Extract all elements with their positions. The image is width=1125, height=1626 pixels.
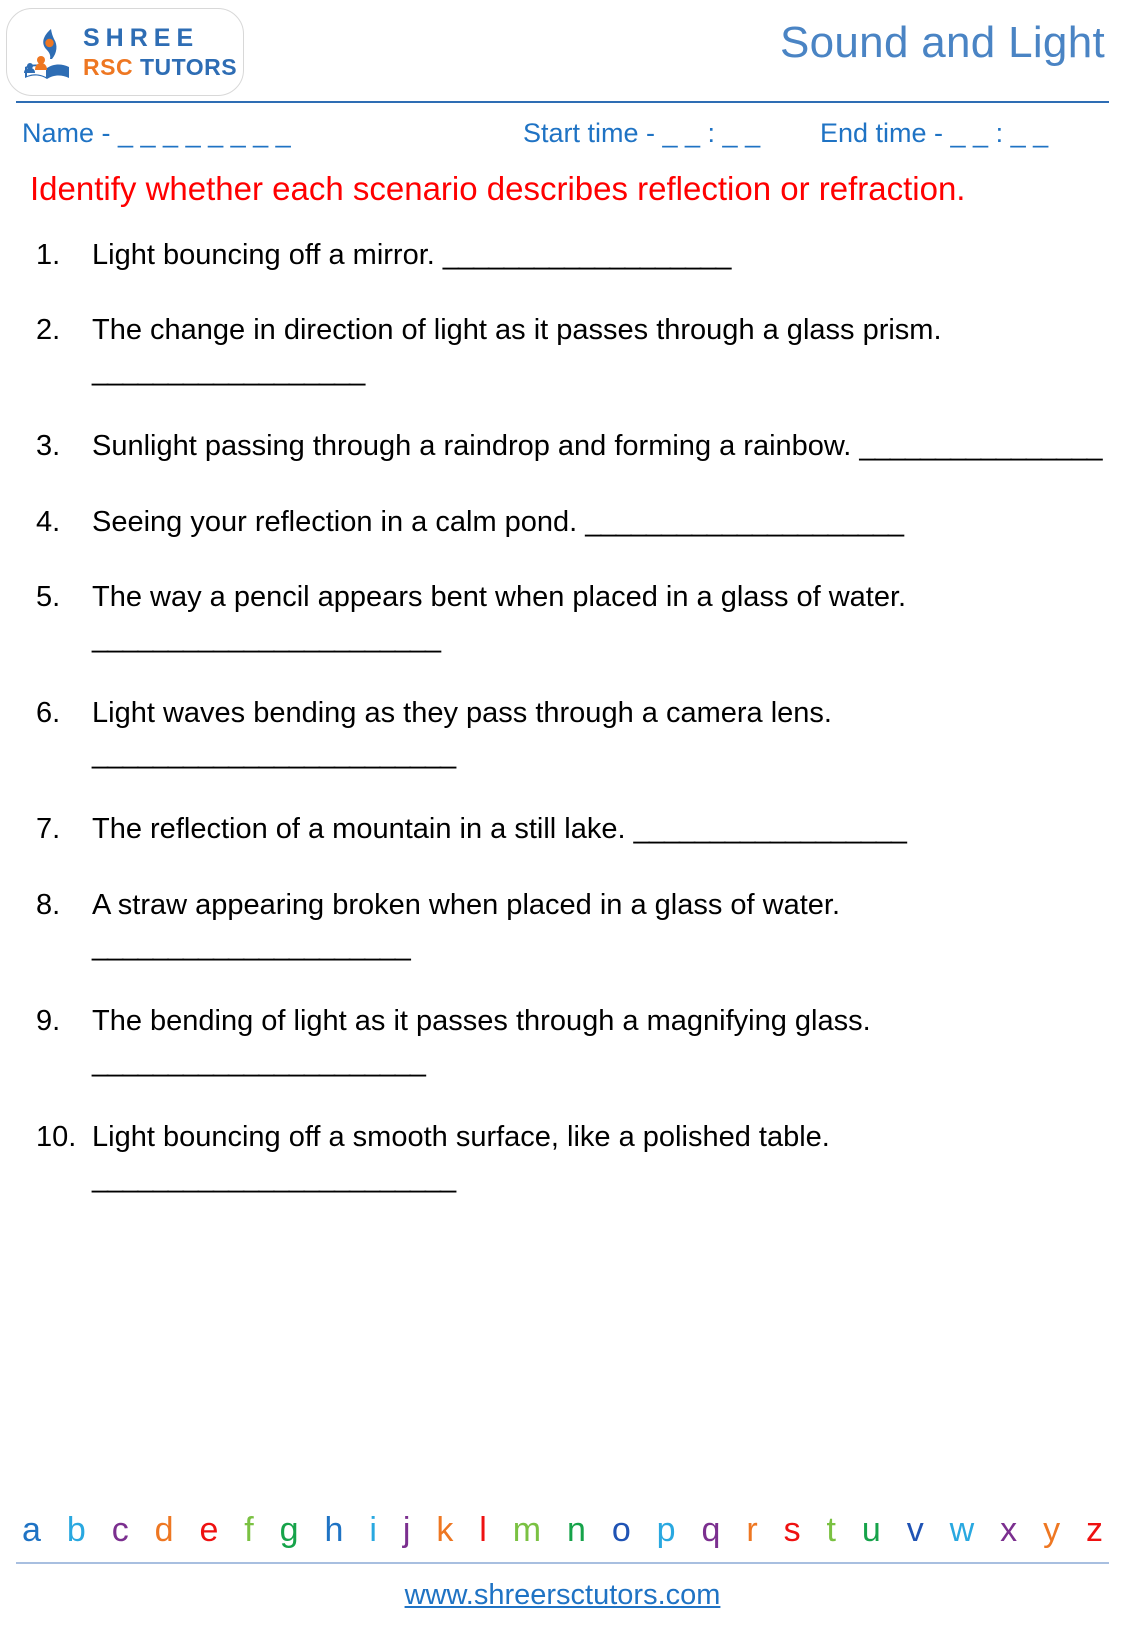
question-body [92, 693, 1103, 775]
question-body [92, 502, 1103, 543]
question-item [36, 310, 1103, 392]
question-number: 8. [36, 888, 61, 921]
alphabet-letter-i: i [369, 1511, 377, 1549]
alphabet-letter-g: g [279, 1511, 299, 1549]
answer-blank[interactable]: __________________ [92, 355, 365, 388]
alphabet-letter-a: a [22, 1511, 41, 1549]
question-body [92, 1001, 1103, 1083]
header-divider [16, 101, 1109, 103]
question-text: The bending of light as it passes through a magnifying glass. [92, 1004, 871, 1037]
alphabet-letter-o: o [611, 1511, 631, 1549]
alphabet-letter-p: p [656, 1511, 676, 1549]
alphabet-letter-x: x [1000, 1511, 1018, 1549]
alphabet-letter-c: c [111, 1511, 129, 1549]
question-text: Sunlight passing through a raindrop and forming a rainbow. [92, 430, 860, 463]
question-text: A straw appearing broken when placed in a glass of water. [92, 888, 841, 921]
student-info-row [0, 104, 1125, 160]
question-body [92, 885, 1103, 967]
question-number: 5. [36, 580, 61, 613]
alphabet-letter-n: n [566, 1511, 586, 1549]
alphabet-letter-z: z [1086, 1511, 1103, 1549]
question-text: Light waves bending as they pass through a camera lens. [92, 697, 832, 730]
question-number: 6. [36, 697, 61, 730]
question-body [92, 809, 1103, 850]
question-number: 9. [36, 1004, 61, 1037]
question-item [36, 809, 1103, 850]
alphabet-letter-e: e [199, 1511, 219, 1549]
question-item [36, 235, 1103, 276]
alphabet-letter-r: r [746, 1511, 758, 1549]
question-body [92, 1117, 1103, 1199]
question-text: The reflection of a mountain in a still lake. [92, 813, 634, 846]
alphabet-letter-k: k [436, 1511, 454, 1549]
instruction-text: Identify whether each scenario describes reflection or refraction. [30, 170, 966, 207]
alphabet-letter-d: d [154, 1511, 174, 1549]
footer-divider [16, 1562, 1109, 1564]
answer-blank[interactable]: ______________________ [92, 1046, 425, 1079]
brand-name-secondary [83, 53, 238, 80]
question-number: 1. [36, 238, 61, 271]
question-item [36, 577, 1103, 659]
question-item [36, 1117, 1103, 1199]
answer-blank[interactable]: _____________________ [585, 505, 903, 538]
question-item [36, 1001, 1103, 1083]
question-number: 3. [36, 430, 61, 463]
question-text: Seeing your reflection in a calm pond. [92, 505, 586, 538]
brand-logo[interactable] [6, 8, 244, 96]
question-body [92, 577, 1103, 659]
alphabet-letter-y: y [1043, 1511, 1061, 1549]
brand-tutors-text: TUTORS [139, 53, 238, 80]
alphabet-letter-j: j [402, 1511, 411, 1549]
brand-wordmark [83, 23, 238, 80]
end-time-field-label[interactable]: End time - _ _ : _ _ [820, 118, 1049, 148]
question-number: 4. [36, 505, 61, 538]
alphabet-strip [16, 1511, 1109, 1550]
alphabet-letter-q: q [701, 1511, 721, 1549]
alphabet-letter-w: w [949, 1511, 975, 1549]
question-number: 10. [36, 1121, 77, 1154]
question-number: 2. [36, 314, 61, 347]
brand-name-primary: SHREE [83, 23, 200, 52]
question-body [92, 310, 1103, 392]
flame-book-logo-icon [21, 23, 75, 81]
question-text: Light bouncing off a mirror. [92, 238, 443, 271]
alphabet-letter-v: v [906, 1511, 924, 1549]
page-header [0, 0, 1125, 104]
question-body [92, 426, 1103, 467]
question-item [36, 693, 1103, 775]
alphabet-letter-b: b [66, 1511, 86, 1549]
answer-blank[interactable]: _______________________ [92, 621, 440, 654]
answer-blank[interactable]: _____________________ [92, 929, 410, 962]
question-body [92, 235, 1103, 276]
page-footer [0, 1579, 1125, 1612]
brand-rsc-text: RSC [83, 53, 134, 80]
answer-blank[interactable]: ________________________ [92, 1162, 456, 1195]
answer-blank[interactable]: ___________________ [442, 238, 731, 271]
answer-blank[interactable]: __________________ [633, 813, 906, 846]
question-text: The way a pencil appears bent when placed in a glass of water. [92, 580, 907, 613]
question-text: The change in direction of light as it passes through a glass prism. [92, 314, 942, 347]
alphabet-letter-m: m [512, 1511, 542, 1549]
answer-blank[interactable]: ________________ [859, 430, 1102, 463]
page-title: Sound and Light [779, 18, 1105, 67]
question-item [36, 885, 1103, 967]
question-text: Light bouncing off a smooth surface, like a polished table. [92, 1121, 830, 1154]
question-number: 7. [36, 813, 61, 846]
name-field-label[interactable]: Name - _ _ _ _ _ _ _ _ [22, 118, 291, 148]
start-time-field-label[interactable]: Start time - _ _ : _ _ [523, 118, 761, 148]
alphabet-letter-l: l [479, 1511, 487, 1549]
question-item [36, 502, 1103, 543]
answer-blank[interactable]: ________________________ [92, 738, 456, 771]
alphabet-letter-h: h [324, 1511, 344, 1549]
alphabet-letter-u: u [861, 1511, 881, 1549]
alphabet-letter-s: s [783, 1511, 801, 1549]
alphabet-letter-f: f [244, 1511, 254, 1549]
question-item [36, 426, 1103, 467]
website-link[interactable]: www.shreersctutors.com [404, 1579, 721, 1611]
alphabet-letter-t: t [826, 1511, 836, 1549]
question-list [0, 213, 1125, 1200]
